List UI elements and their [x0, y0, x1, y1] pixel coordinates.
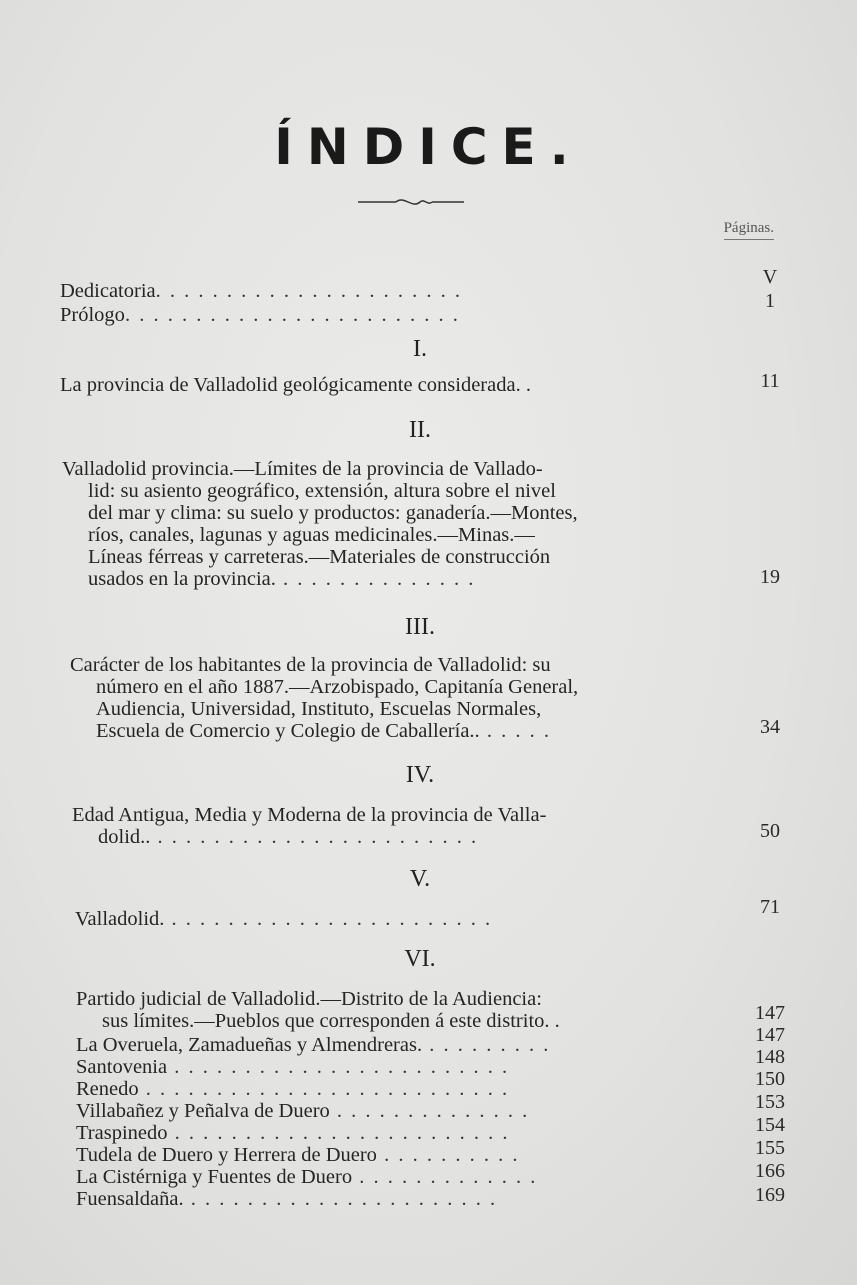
list-item[interactable]: Fuensaldaña. . . . . . . . . . . . . . . . . . . . . . . — [76, 1188, 498, 1210]
page-number: 153 — [755, 1091, 785, 1113]
page-number: 147 — [755, 1002, 785, 1024]
toc-entry-section-2[interactable]: Valladolid provincia.—Límites de la provincia de Vallado- lid: su asiento geográfico, extensión, altura sobre el nivel del mar y clima: su suelo y productos: ganadería.—Montes, ríos, canales, lagunas y aguas medicinales.—Minas.— Líneas férreas y carreteras.—Materiales de construcción usados en la provincia. . . . . . . . . . . . . . . — [62, 458, 578, 590]
section-numeral: V. — [409, 866, 431, 892]
entry-line: del mar y clima: su suelo y productos: ganadería.—Montes, — [88, 502, 578, 524]
entry-label: La Overuela, Zamadueñas y Almendreras. — [76, 1034, 423, 1056]
entry-label: Renedo — [76, 1078, 139, 1100]
entry-line: lid: su asiento geográfico, extensión, altura sobre el nivel — [88, 480, 556, 502]
page-number: 169 — [755, 1184, 785, 1206]
section-numeral: VI. — [404, 946, 436, 972]
entry-line: Carácter de los habitantes de la provincia de Valladolid: su — [70, 654, 551, 676]
toc-entry-section-6[interactable] — [76, 988, 560, 1032]
entry-label: Fuensaldaña. — [76, 1188, 184, 1210]
page-number: 155 — [755, 1137, 785, 1159]
section-numeral: IV. — [405, 762, 435, 788]
entry-line: Edad Antigua, Media y Moderna de la provincia de Valla- — [72, 804, 547, 826]
entry-label: Tudela de Duero y Herrera de Duero — [76, 1144, 377, 1166]
toc-entry-section-1[interactable] — [60, 374, 531, 396]
entry-line: ríos, canales, lagunas y aguas medicinales.—Minas.— — [88, 524, 535, 546]
ornament-divider-icon — [356, 194, 466, 210]
page-number: 50 — [760, 820, 780, 842]
list-item[interactable]: Traspinedo . . . . . . . . . . . . . . . . . . . . . . . . — [76, 1122, 510, 1144]
entry-line: Audiencia, Universidad, Instituto, Escuelas Normales, — [96, 698, 542, 720]
entry-line: Líneas férreas y carreteras.—Materiales de construcción — [88, 546, 551, 568]
list-item[interactable]: La Overuela, Zamadueñas y Almendreras. . . . . . . . . . — [76, 1034, 551, 1056]
section-numeral: I. — [413, 336, 427, 362]
pages-column-label: Páginas. — [724, 220, 774, 240]
list-item[interactable]: Villabañez y Peñalva de Duero . . . . . . . . . . . . . . — [76, 1100, 530, 1122]
page-number: 19 — [760, 566, 780, 588]
list-item[interactable]: Renedo . . . . . . . . . . . . . . . . . . . . . . . . . . — [76, 1078, 510, 1100]
toc-entry-section-3[interactable]: Carácter de los habitantes de la provincia de Valladolid: su número en el año 1887.—Arzobispado, Capitanía General, Audiencia, Universidad, Instituto, Escuelas Normales, Escuela de Comercio y Colegio de Caballería.. . . . . . — [70, 654, 579, 742]
toc-entry-prologo[interactable]: Prólogo. . . . . . . . . . . . . . . . . . . . . . . . — [60, 304, 460, 326]
page-number: 148 — [755, 1046, 785, 1068]
entry-label: Prólogo — [60, 304, 125, 326]
entry-line: Escuela de Comercio y Colegio de Caballería.. — [96, 720, 480, 742]
toc-town-list — [76, 1034, 550, 1210]
entry-line: usados en la provincia. — [88, 568, 276, 590]
page-number: 154 — [755, 1114, 785, 1136]
list-item[interactable]: Santovenia . . . . . . . . . . . . . . . . . . . . . . . . — [76, 1056, 510, 1078]
entry-label: Dedicatoria — [60, 280, 156, 302]
toc-entry-dedicatoria[interactable]: Dedicatoria. . . . . . . . . . . . . . . . . . . . . . — [60, 280, 462, 302]
entry-line: Partido judicial de Valladolid.—Distrito de la Audiencia: — [76, 988, 542, 1010]
toc-entry-section-5[interactable]: Valladolid. . . . . . . . . . . . . . . . . . . . . . . . — [75, 908, 493, 930]
page-number: 1 — [765, 290, 775, 312]
section-numeral: III. — [405, 614, 435, 640]
entry-line: dolid.. — [98, 826, 151, 848]
list-item[interactable]: Tudela de Duero y Herrera de Duero . . . . . . . . . . — [76, 1144, 520, 1166]
page-number: 71 — [760, 896, 780, 918]
page-number: 147 — [755, 1024, 785, 1046]
entry-line: Valladolid. — [75, 908, 165, 930]
entry-line: Valladolid provincia.—Límites de la provincia de Vallado- — [62, 458, 543, 480]
entry-label: La Cistérniga y Fuentes de Duero — [76, 1166, 353, 1188]
entry-label: Santovenia — [76, 1056, 168, 1078]
page-number: 150 — [755, 1068, 785, 1090]
section-numeral: II. — [409, 417, 431, 443]
entry-label: Villabañez y Peñalva de Duero — [76, 1100, 330, 1122]
page-number: 11 — [760, 370, 780, 392]
entry-line: número en el año 1887.—Arzobispado, Capitanía General, — [96, 676, 579, 698]
entry-label: Traspinedo — [76, 1122, 168, 1144]
page-number: V — [762, 266, 778, 288]
page-title: ÍNDICE. — [274, 118, 583, 176]
list-item[interactable]: La Cistérniga y Fuentes de Duero . . . . . . . . . . . . . — [76, 1166, 538, 1188]
entry-line: La provincia de Valladolid geológicamente considerada. . — [60, 374, 531, 396]
page-number: 34 — [760, 716, 780, 738]
entry-line: sus límites.—Pueblos que corresponden á este distrito. . — [102, 1010, 560, 1032]
toc-entry-section-4[interactable]: Edad Antigua, Media y Moderna de la provincia de Valla- dolid.. . . . . . . . . . . . . . . . . . . . . . . . — [72, 804, 547, 848]
page-number: 166 — [755, 1160, 785, 1182]
